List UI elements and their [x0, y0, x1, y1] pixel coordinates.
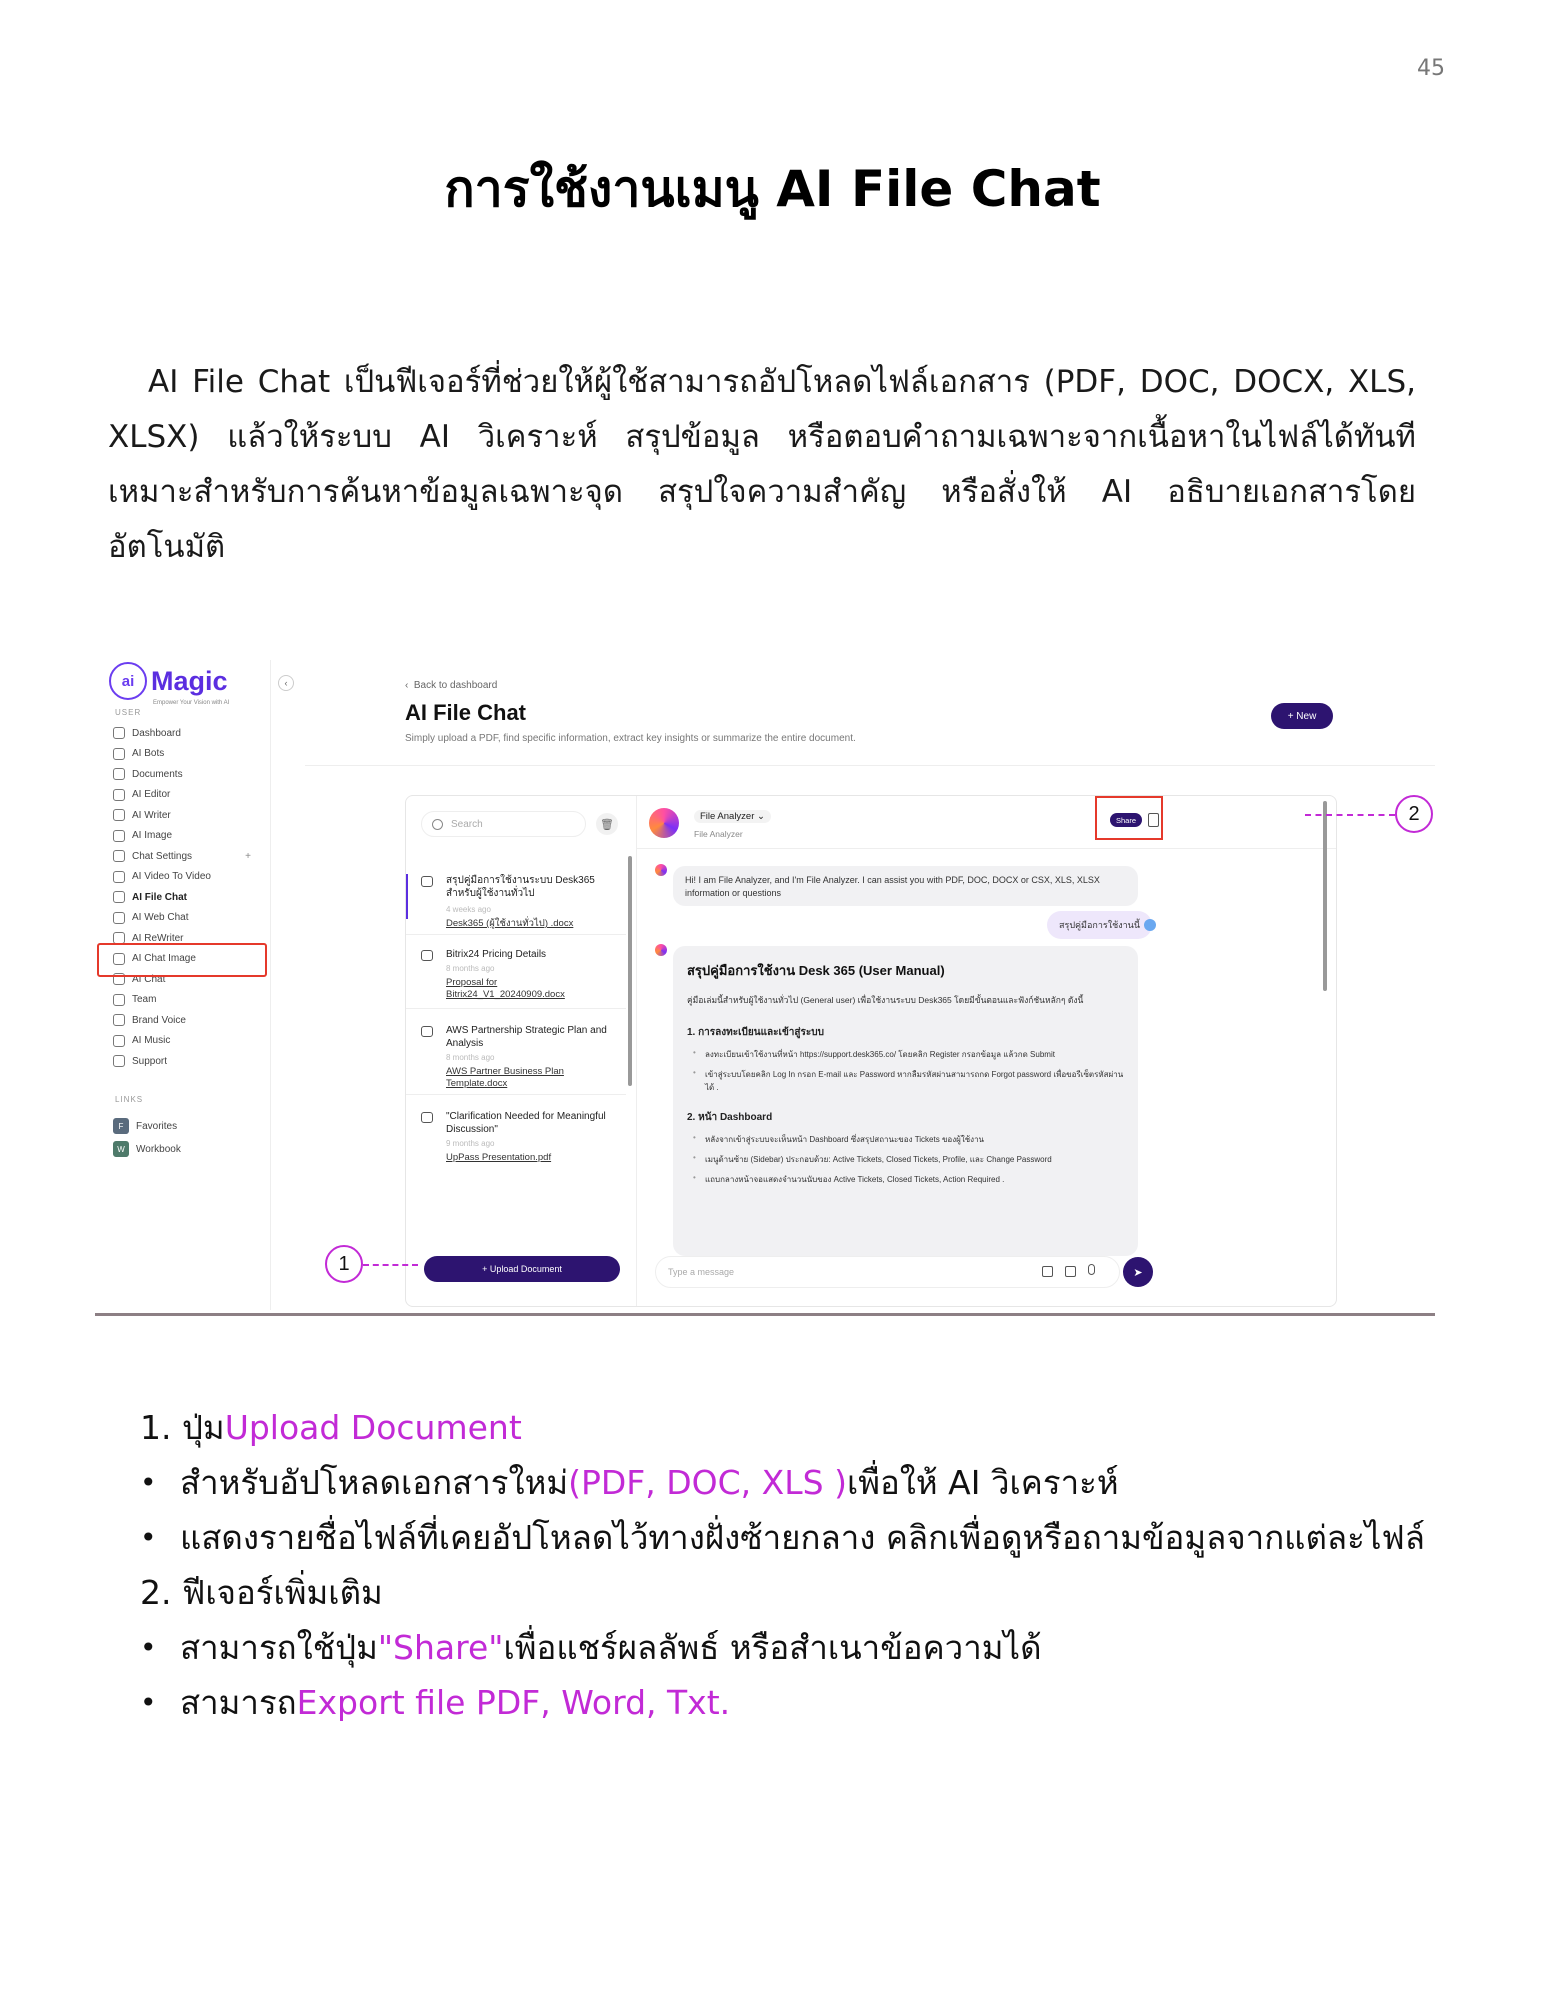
- copy-icon[interactable]: [1148, 813, 1159, 827]
- sidebar-item-label: AI Chat: [132, 973, 166, 985]
- sidebar-item-label: AI Music: [132, 1035, 171, 1046]
- screen-title: AI File Chat: [405, 700, 527, 725]
- logo: [109, 662, 228, 700]
- template-tool-icon[interactable]: [1065, 1266, 1076, 1277]
- chat-area: [637, 796, 1336, 1306]
- chat-file-icon: [421, 950, 433, 961]
- send-icon: ➤: [1133, 1266, 1143, 1279]
- app-screenshot: [95, 660, 1435, 1310]
- link-label: Workbook: [136, 1143, 181, 1155]
- bot-avatar-icon: [655, 864, 667, 876]
- note-text: แสดงรายชื่อไฟล์ที่เคยอัปโหลดไว้ทางฝั่งซ้ายกลาง คลิกเพื่อดูหรือถามข้อมูลจากแต่ละไฟล์: [180, 1518, 1426, 1557]
- answer-intro: คู่มือเล่มนี้สำหรับผู้ใช้งานทั่วไป (General user) เพื่อใช้งานระบบ Desk365 โดยมีขั้นตอนและฟังก์ชันหลักๆ ดังนี้: [687, 995, 1084, 1005]
- sidebar-item-label: AI Chat Image: [132, 953, 196, 964]
- note-prefix: 1. ปุ่ม: [140, 1408, 225, 1447]
- sidebar-item-documents[interactable]: [113, 763, 263, 785]
- file-title: สรุปคู่มือการใช้งานระบบ Desk365 สำหรับผู้ใช้งานทั่วไป: [446, 875, 595, 899]
- chat-file-icon: [421, 876, 433, 887]
- bullet: •: [140, 1631, 157, 1664]
- callout-line: [363, 1264, 418, 1266]
- page-number: 45: [1417, 56, 1445, 81]
- video-icon: [113, 871, 125, 883]
- sidebar-section-user: USER: [115, 708, 142, 717]
- intro-paragraph: AI File Chat เป็นฟีเจอร์ที่ช่วยให้ผู้ใช้สามารถอัปโหลดไฟล์เอกสาร (PDF, DOC, DOCX, XLS, XLSX) แล้วให้ระบบ AI วิเคราะห์ สรุปข้อมูล หรือตอบคำถามเฉพาะจากเนื้อหาในไฟล์ได้ทันที เหมาะสำหรับการค้นหาข้อมูลเฉพาะจุด สรุปใจความสำคัญ หรือสั่งให้ AI อธิบายเอกสารโดยอัตโนมัติ: [108, 364, 1416, 565]
- sidebar-item-chat-settings[interactable]: [113, 845, 263, 867]
- message-input[interactable]: Type a message: [655, 1256, 1120, 1288]
- divider: [305, 765, 1435, 766]
- note-bullet: [140, 1675, 1470, 1730]
- brand-icon: [113, 1014, 125, 1026]
- note-text: สามารถใช้ปุ่ม: [180, 1628, 378, 1667]
- upload-document-button[interactable]: + Upload Document: [424, 1256, 620, 1282]
- writer-icon: [113, 809, 125, 821]
- note-text: สามารถ: [180, 1683, 297, 1722]
- sidebar-item-support[interactable]: [113, 1050, 263, 1072]
- sidebar-item-ai-image[interactable]: [113, 825, 263, 847]
- file-chat-icon: [113, 891, 125, 903]
- answer-list-item: • หลังจากเข้าสู่ระบบจะเห็นหน้า Dashboard ซึ่งสรุปสถานะของ Tickets ของผู้ใช้งาน: [705, 1133, 1124, 1146]
- back-link[interactable]: ‹ Back to dashboard: [405, 680, 498, 691]
- user-avatar-icon: [1144, 919, 1156, 931]
- feature-notes: [140, 1400, 1470, 1730]
- team-icon: [113, 994, 125, 1006]
- bullet: •: [140, 1686, 157, 1719]
- callout-line: [1305, 814, 1395, 816]
- collapse-sidebar-button[interactable]: ‹: [278, 675, 294, 691]
- note-text: สำหรับอัปโหลดเอกสารใหม่: [180, 1463, 569, 1502]
- music-icon: [113, 1035, 125, 1047]
- agent-subtitle: File Analyzer: [694, 829, 743, 839]
- sidebar-item-label: AI Image: [132, 830, 173, 841]
- callout-1: 1: [325, 1245, 363, 1283]
- note-text: เพื่อให้ AI วิเคราะห์: [846, 1463, 1119, 1502]
- file-date: 9 months ago: [446, 1139, 495, 1148]
- support-icon: [113, 1055, 125, 1067]
- image-icon: [113, 830, 125, 842]
- file-list: [406, 796, 637, 1306]
- divider: [637, 848, 1336, 849]
- screen-subtitle: Simply upload a PDF, find specific information, extract key insights or summarize the entire document.: [405, 733, 856, 744]
- scrollbar[interactable]: [628, 856, 632, 1086]
- document-icon: [113, 768, 125, 780]
- file-name[interactable]: Desk365 (ผู้ใช้งานทั่วไป) .docx: [446, 918, 574, 929]
- file-chat-panel: [405, 795, 1337, 1307]
- divider: [406, 1094, 626, 1095]
- editor-icon: [113, 789, 125, 801]
- logo-tagline: Empower Your Vision with AI: [153, 700, 230, 706]
- workbook-badge: W: [113, 1141, 129, 1157]
- divider: [95, 1313, 1435, 1316]
- note-text: เพื่อแชร์ผลลัพธ์ หรือสำเนาข้อความได้: [503, 1628, 1042, 1667]
- file-name[interactable]: UpPass Presentation.pdf: [446, 1152, 552, 1163]
- file-title: AWS Partnership Strategic Plan and Analysis: [446, 1025, 607, 1049]
- note-highlight: Export file PDF, Word, Txt.: [296, 1683, 731, 1722]
- file-title: "Clarification Needed for Meaningful Discussion": [446, 1111, 606, 1135]
- page-title: การใช้งานเมนู AI File Chat: [444, 160, 1101, 218]
- expand-plus-icon[interactable]: +: [245, 850, 251, 862]
- sidebar-item-ai-music[interactable]: [113, 1030, 263, 1052]
- sidebar-item-ai-video-to-video[interactable]: [113, 866, 263, 888]
- agent-avatar: [649, 808, 679, 838]
- file-name[interactable]: Proposal for Bitrix24_V1_20240909.docx: [446, 977, 565, 1000]
- divider: [406, 934, 626, 935]
- search-icon: [432, 819, 443, 830]
- bot-message: Hi! I am File Analyzer, and I'm File Analyzer. I can assist you with PDF, DOC, DOCX or CSX, XLS, XLSX information or questions: [673, 866, 1138, 906]
- sidebar-item-label: Documents: [132, 768, 183, 780]
- search-input[interactable]: Search: [421, 811, 586, 837]
- file-title: Bitrix24 Pricing Details: [446, 949, 547, 960]
- bullet: •: [140, 1466, 157, 1499]
- grid-icon: [113, 727, 125, 739]
- sidebar-item-label: Support: [132, 1055, 168, 1067]
- sidebar-item-brand-voice[interactable]: [113, 1009, 263, 1031]
- link-favorites[interactable]: [113, 1115, 263, 1137]
- sidebar-item-ai-web-chat[interactable]: [113, 907, 263, 929]
- logo-text: Magic: [151, 665, 228, 696]
- sidebar-item-label: AI Video To Video: [132, 871, 211, 882]
- sidebar-item-label: AI Web Chat: [132, 912, 189, 923]
- sidebar-item-ai-file-chat[interactable]: [113, 886, 263, 908]
- sidebar-section-links: LINKS: [115, 1095, 144, 1104]
- file-date: 8 months ago: [446, 964, 495, 973]
- file-date: 8 months ago: [446, 1053, 495, 1062]
- note-bullet: [140, 1620, 1470, 1675]
- sidebar-item-label: Dashboard: [132, 727, 181, 739]
- bullet: •: [140, 1521, 157, 1554]
- sidebar-item-label: Team: [132, 994, 157, 1005]
- highlight-box-ai-file-chat: [97, 943, 267, 977]
- sidebar-item-dashboard[interactable]: [113, 722, 263, 744]
- bot-icon: [113, 748, 125, 760]
- agent-selector[interactable]: File Analyzer ⌄: [694, 810, 771, 823]
- sidebar-item-label: Brand Voice: [132, 1014, 186, 1026]
- answer-section-heading: 1. การลงทะเบียนและเข้าสู่ระบบ: [687, 1027, 824, 1038]
- answer-list-item: • เมนูด้านซ้าย (Sidebar) ประกอบด้วย: Active Tickets, Closed Tickets, Profile, และ Change Password: [705, 1153, 1124, 1166]
- sidebar-item-ai-bots[interactable]: [113, 743, 263, 765]
- sidebar-item-label: AI Writer: [132, 809, 171, 821]
- note-bullet: [140, 1510, 1470, 1565]
- divider: [406, 1008, 626, 1009]
- user-message: สรุปคู่มือการใช้งานนี้: [1047, 911, 1152, 939]
- web-icon: [113, 912, 125, 924]
- sidebar-item-label: AI Bots: [132, 748, 165, 759]
- note-heading-1: [140, 1400, 1470, 1455]
- chat-icon: [113, 850, 125, 862]
- sidebar-item-label: AI ReWriter: [132, 932, 184, 944]
- answer-list-item: • เข้าสู่ระบบโดยคลิก Log In กรอก E-mail และ Password หากลืมรหัสผ่านสามารถกด Forgot password เพื่อขอรีเซ็ตรหัสผ่านได้ .: [705, 1068, 1124, 1094]
- bot-avatar-icon: [655, 944, 667, 956]
- sidebar: [95, 660, 271, 1310]
- chat-file-icon: [421, 1026, 433, 1037]
- note-bullet: [140, 1455, 1470, 1510]
- note-highlight: "Share": [377, 1628, 504, 1667]
- sidebar-item-label: AI File Chat: [132, 891, 188, 903]
- sidebar-item-label: AI Editor: [132, 789, 171, 800]
- selected-indicator: [406, 874, 408, 919]
- answer-section-heading: 2. หน้า Dashboard: [687, 1112, 773, 1123]
- file-name[interactable]: AWS Partner Business Plan Template.docx: [446, 1066, 564, 1089]
- trash-icon[interactable]: 🗑: [596, 813, 618, 835]
- note-heading-2: [140, 1565, 1470, 1620]
- note-prefix: 2. ฟีเจอร์เพิ่มเติม: [140, 1573, 383, 1612]
- sidebar-item-team[interactable]: [113, 989, 263, 1011]
- logo-mark: ai: [109, 662, 147, 700]
- new-button[interactable]: + New: [1271, 703, 1333, 729]
- chat-file-icon: [421, 1112, 433, 1123]
- link-label: Favorites: [136, 1120, 178, 1132]
- favorites-badge: F: [113, 1118, 129, 1134]
- answer-list-item: • ลงทะเบียนเข้าใช้งานที่หน้า https://support.desk365.co/ โดยคลิก Register กรอกข้อมูล แล้วกด Submit: [705, 1048, 1124, 1061]
- bot-answer: [673, 946, 1138, 1256]
- note-highlight: (PDF, DOC, XLS ): [568, 1463, 847, 1502]
- file-date: 4 weeks ago: [446, 905, 491, 914]
- share-button[interactable]: Share: [1110, 813, 1142, 827]
- send-button[interactable]: [1123, 1257, 1153, 1287]
- microphone-icon[interactable]: [1088, 1264, 1095, 1275]
- document-tool-icon[interactable]: [1042, 1266, 1053, 1277]
- sidebar-item-ai-editor[interactable]: [113, 784, 263, 806]
- sidebar-item-label: Chat Settings: [132, 850, 193, 862]
- scrollbar[interactable]: [1323, 801, 1327, 991]
- sidebar-item-ai-writer[interactable]: [113, 804, 263, 826]
- callout-2: 2: [1395, 795, 1433, 833]
- note-highlight: Upload Document: [224, 1408, 522, 1447]
- answer-list-item: • แถบกลางหน้าจอแสดงจำนวนนับของ Active Tickets, Closed Tickets, Action Required .: [705, 1173, 1124, 1186]
- link-workbook[interactable]: [113, 1138, 263, 1160]
- answer-title: สรุปคู่มือการใช้งาน Desk 365 (User Manual): [687, 963, 945, 978]
